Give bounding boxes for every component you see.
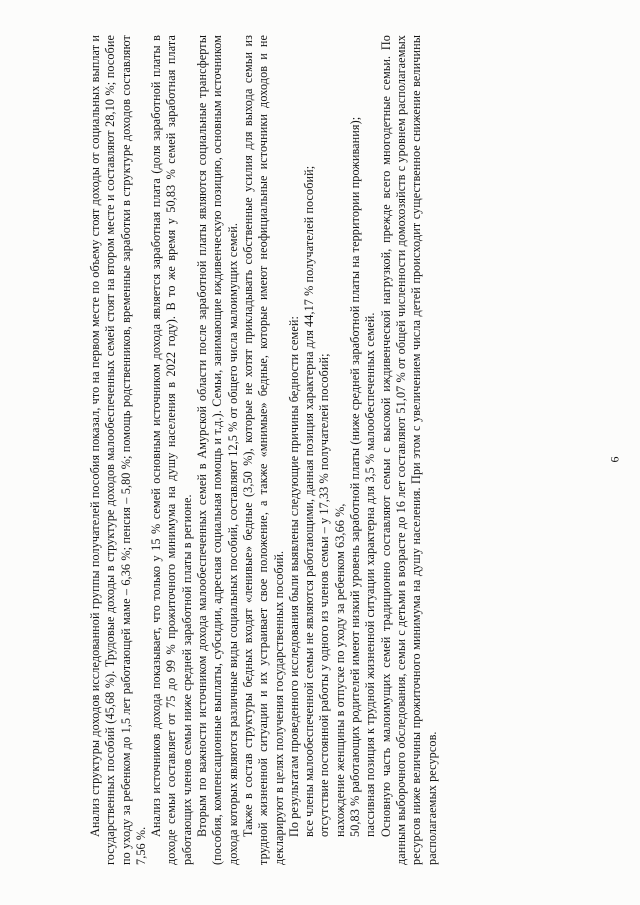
paragraph-lazy-poor: Также в состав структуры бедных входят «ленивые» бедные (3,50 %), которые не хотят прикладывать собственные усилия для выхода семьи из трудной жизненной ситуации и их устраивает свое положение, а также «мнимые» бедные, которые имеют неофициальные источники доходов и не декларируют в целях получения государственных пособий. xyxy=(240,35,286,865)
list-item-maternity-leave: нахождение женщины в отпуске по уходу за ребенком 63,66 %, xyxy=(332,503,347,837)
page-number: 6 xyxy=(607,456,622,463)
paragraph-large-families: Основную часть малоимущих семей традиционно составляют семьи с высокой иждивенческой нагрузкой, прежде всего многодетные семьи. По данным выборочного обследования, семьи с детьми в возрасте до 16 лет составляют 51,07 % от общей численности домохозяйств с уровнем располагаемых ресурсов ниже величины прожиточного минимума на душу населения. При этом с увеличением числа детей происходит существенное снижение величины располагаемых ресурсов. xyxy=(378,35,439,865)
rotated-text-block xyxy=(88,35,558,865)
list-item-passive-position: пассивная позиция к трудной жизненной ситуации характерна для 3,5 % малообеспеченных семей. xyxy=(363,312,378,837)
paragraph-social-transfers: Вторым по важности источником дохода малообеспеченных семей в Амурской области после заработной платы являются социальные трансферты (пособия, компенсационные выплаты, субсидии, адресная социальная помощь и т.д.). Семьи, занимающие иждивенческую позицию, основным источником дохода которых являются различные виды социальных пособий, составляют 12,5 % от общего числа малоимущих семей. xyxy=(195,35,240,865)
list-item-low-wages: 50,83 % работающих родителей имеют низкий уровень заработной платы (ниже средней заработной платы на территории проживания); xyxy=(348,116,363,837)
paragraph-income-structure: Анализ структуры доходов исследованной группы получателей пособия показал, что на первом месте по объему стоят доходы от социальных выплат и государственных пособий (45,68 %). Трудовые доходы в структуре доходов малообеспеченных семей стоят на втором месте и составляют 28,10 %; пособие по уходу за ребенком до 1,5 лет работающей маме – 6,36 %; пенсия – 5,80 %; помощь родственников, временные заработки в структуре доходов составляют 7,56 %. xyxy=(88,35,148,865)
paragraph-income-sources: Анализ источников дохода показывает, что только у 15 % семей основным источником дохода является заработная плата (доля заработной платы в доходе семьи составляет от 75 до 99 % прожиточного минимума на душу населения в 2022 году). В то же время у 50,83 % семей заработная плата работающих членов семьи ниже средней заработной платы в регионе. xyxy=(149,35,194,865)
list-item-no-permanent-job: отсутствие постоянной работы у одного из членов семьи – у 17,33 % получателей пособий; xyxy=(317,353,332,837)
list-item-non-working: все члены малообеспеченной семьи не являются работающими, данная позиция характерна для 44,17 % получателей пособий; xyxy=(302,165,317,837)
paragraph-poverty-causes-intro: По результатам проведенного исследования были выявлены следующие причины бедности семей: xyxy=(286,316,301,837)
